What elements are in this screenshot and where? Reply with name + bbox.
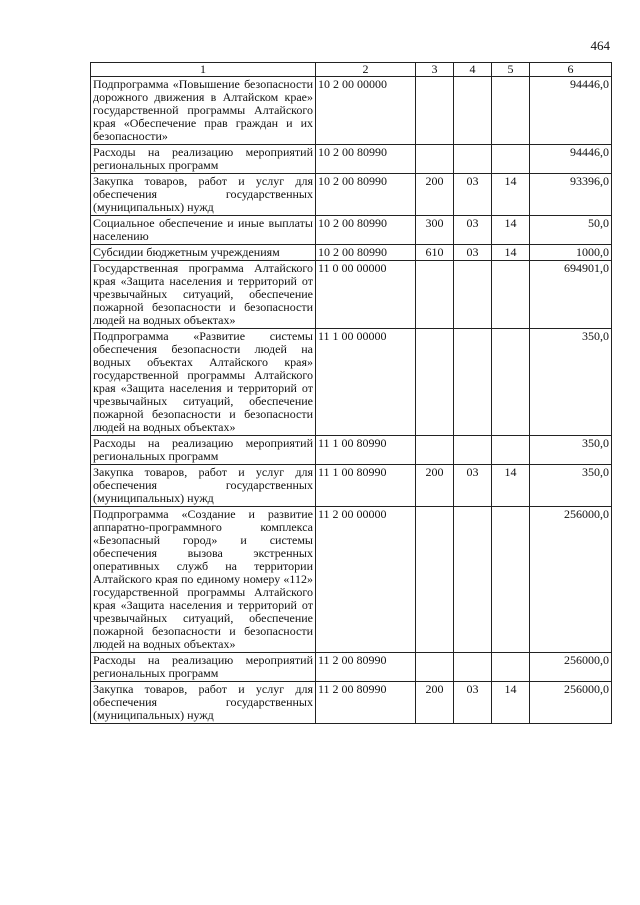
cell-code: 11 2 00 80990 — [316, 682, 416, 724]
cell-c4 — [454, 653, 492, 682]
column-header: 4 — [454, 63, 492, 77]
cell-name: Закупка товаров, работ и услуг для обеспечения государственных (муниципальных) нужд — [91, 682, 316, 724]
cell-name: Закупка товаров, работ и услуг для обеспечения государственных (муниципальных) нужд — [91, 174, 316, 216]
cell-sum: 694901,0 — [530, 261, 612, 329]
cell-sum: 350,0 — [530, 436, 612, 465]
cell-sum: 94446,0 — [530, 77, 612, 145]
cell-c3 — [416, 261, 454, 329]
cell-code: 11 1 00 00000 — [316, 329, 416, 436]
column-header: 2 — [316, 63, 416, 77]
cell-c5: 14 — [492, 245, 530, 261]
cell-c5 — [492, 77, 530, 145]
cell-c3: 200 — [416, 174, 454, 216]
cell-c3 — [416, 145, 454, 174]
cell-code: 10 2 00 80990 — [316, 216, 416, 245]
cell-code: 10 2 00 00000 — [316, 77, 416, 145]
table-row — [91, 216, 612, 245]
cell-sum: 350,0 — [530, 329, 612, 436]
cell-c4 — [454, 329, 492, 436]
cell-sum: 256000,0 — [530, 653, 612, 682]
cell-c3: 200 — [416, 465, 454, 507]
cell-c4 — [454, 145, 492, 174]
cell-c3 — [416, 436, 454, 465]
cell-code: 11 2 00 00000 — [316, 507, 416, 653]
cell-c5 — [492, 261, 530, 329]
cell-name: Государственная программа Алтайского края «Защита населения и территорий от чрезвычайных ситуаций, обеспечение пожарной безопасности и безопасности людей на водных объектах» — [91, 261, 316, 329]
budget-table — [90, 62, 612, 724]
column-header: 3 — [416, 63, 454, 77]
cell-sum: 256000,0 — [530, 507, 612, 653]
cell-c5 — [492, 507, 530, 653]
cell-c5: 14 — [492, 682, 530, 724]
cell-sum: 94446,0 — [530, 145, 612, 174]
table-row — [91, 329, 612, 436]
table-row — [91, 436, 612, 465]
cell-c5: 14 — [492, 465, 530, 507]
cell-c5 — [492, 436, 530, 465]
cell-code: 11 2 00 80990 — [316, 653, 416, 682]
cell-c3 — [416, 77, 454, 145]
cell-c5 — [492, 329, 530, 436]
table-row — [91, 245, 612, 261]
table-row — [91, 261, 612, 329]
table-row — [91, 77, 612, 145]
table-row — [91, 174, 612, 216]
table-row — [91, 653, 612, 682]
cell-name: Расходы на реализацию мероприятий региональных программ — [91, 145, 316, 174]
column-header: 5 — [492, 63, 530, 77]
cell-c3: 200 — [416, 682, 454, 724]
cell-code: 10 2 00 80990 — [316, 145, 416, 174]
table-row — [91, 465, 612, 507]
cell-c4: 03 — [454, 216, 492, 245]
table-row — [91, 507, 612, 653]
cell-c4: 03 — [454, 174, 492, 216]
cell-c3 — [416, 507, 454, 653]
column-header: 1 — [91, 63, 316, 77]
cell-c4: 03 — [454, 465, 492, 507]
cell-name: Социальное обеспечение и иные выплаты населению — [91, 216, 316, 245]
cell-sum: 350,0 — [530, 465, 612, 507]
cell-c5: 14 — [492, 216, 530, 245]
cell-code: 10 2 00 80990 — [316, 174, 416, 216]
cell-name: Подпрограмма «Создание и развитие аппаратно-программного комплекса «Безопасный город» и системы обеспечения вызова экстренных оперативных служб на территории Алтайского края по единому номеру «112» государственной программы Алтайского края «Защита населения и территорий от чрезвычайных ситуаций, обеспечение пожарной безопасности и безопасности людей на водных объектах» — [91, 507, 316, 653]
cell-sum: 50,0 — [530, 216, 612, 245]
cell-name: Расходы на реализацию мероприятий региональных программ — [91, 436, 316, 465]
cell-c4 — [454, 436, 492, 465]
cell-name: Подпрограмма «Развитие системы обеспечения безопасности людей на водных объектах Алтайского края» государственной программы Алтайского края «Защита населения и территорий от чрезвычайных ситуаций, обеспечение пожарной безопасности и безопасности людей на водных объектах» — [91, 329, 316, 436]
cell-c3: 300 — [416, 216, 454, 245]
cell-c5 — [492, 653, 530, 682]
cell-name: Расходы на реализацию мероприятий региональных программ — [91, 653, 316, 682]
cell-sum: 1000,0 — [530, 245, 612, 261]
cell-c3: 610 — [416, 245, 454, 261]
header-row — [91, 63, 612, 77]
table-row — [91, 682, 612, 724]
cell-c4 — [454, 77, 492, 145]
cell-c3 — [416, 653, 454, 682]
cell-c5: 14 — [492, 174, 530, 216]
cell-name: Подпрограмма «Повышение безопасности дорожного движения в Алтайском крае» государственной программы Алтайского края «Обеспечение прав граждан и их безопасности» — [91, 77, 316, 145]
column-header: 6 — [530, 63, 612, 77]
cell-sum: 256000,0 — [530, 682, 612, 724]
cell-name: Субсидии бюджетным учреждениям — [91, 245, 316, 261]
cell-name: Закупка товаров, работ и услуг для обеспечения государственных (муниципальных) нужд — [91, 465, 316, 507]
cell-c4 — [454, 261, 492, 329]
table-row — [91, 145, 612, 174]
cell-c4: 03 — [454, 245, 492, 261]
cell-code: 11 0 00 00000 — [316, 261, 416, 329]
page-number: 464 — [590, 38, 610, 53]
cell-c5 — [492, 145, 530, 174]
cell-code: 11 1 00 80990 — [316, 436, 416, 465]
cell-c4 — [454, 507, 492, 653]
cell-code: 10 2 00 80990 — [316, 245, 416, 261]
cell-c4: 03 — [454, 682, 492, 724]
cell-c3 — [416, 329, 454, 436]
cell-sum: 93396,0 — [530, 174, 612, 216]
cell-code: 11 1 00 80990 — [316, 465, 416, 507]
